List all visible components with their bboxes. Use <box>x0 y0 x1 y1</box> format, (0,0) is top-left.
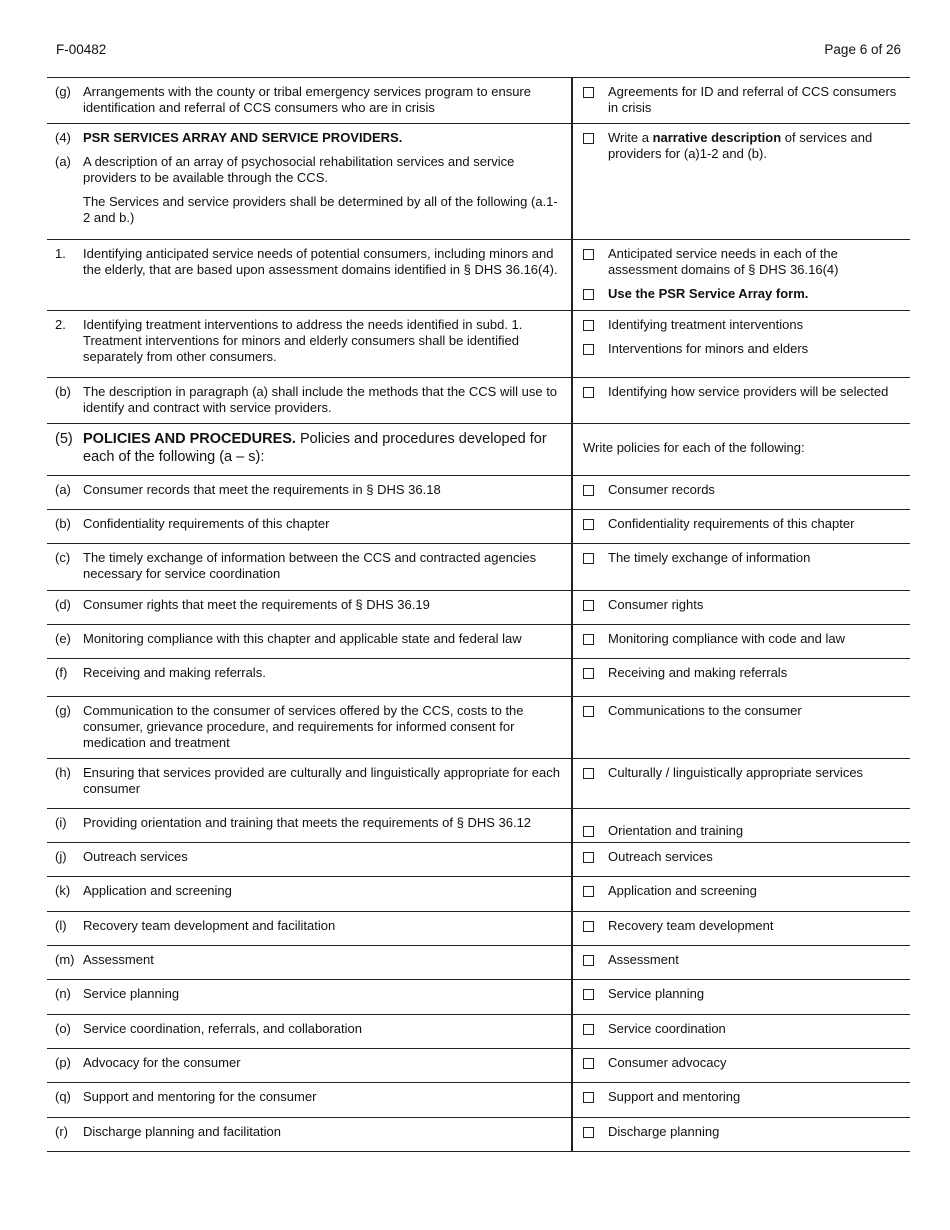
item-label: (4) <box>55 130 71 145</box>
item-text <box>83 516 561 532</box>
item-text <box>83 815 561 831</box>
checklist-item <box>583 246 902 278</box>
checklist-item <box>583 631 902 647</box>
item-text-content: Support and mentoring for the consumer <box>83 1089 317 1104</box>
checklist-cell <box>573 1118 910 1151</box>
checklist-emphasis: narrative description <box>652 130 782 145</box>
requirement-cell <box>47 378 573 423</box>
requirement-item <box>55 194 561 226</box>
requirement-item <box>55 430 561 466</box>
item-label: (b) <box>55 516 71 531</box>
item-label: (a) <box>55 154 71 169</box>
item-text <box>83 384 561 416</box>
requirement-item <box>55 815 561 831</box>
item-label: (q) <box>55 1089 71 1104</box>
item-label: (d) <box>55 597 71 612</box>
item-text <box>83 1124 561 1140</box>
requirement-cell <box>47 980 573 1014</box>
checklist-item <box>583 130 902 162</box>
table-row <box>47 378 910 424</box>
checkbox[interactable] <box>583 634 594 645</box>
checklist-item <box>583 317 902 333</box>
checkbox[interactable] <box>583 955 594 966</box>
item-text-content: Arrangements with the county or tribal emergency services program to ensure identification and referral of CCS consumers who are in crisis <box>83 84 531 115</box>
item-label: (h) <box>55 765 71 780</box>
checklist-item <box>583 84 902 116</box>
checklist-text: Orientation and training <box>608 823 744 838</box>
checklist-label <box>608 482 902 498</box>
requirement-cell <box>47 78 573 123</box>
checklist-cell <box>573 311 910 377</box>
requirement-cell <box>47 1015 573 1048</box>
table-row <box>47 946 910 980</box>
item-text <box>83 1021 561 1037</box>
checklist-text: Recovery team development <box>608 918 774 933</box>
checklist-item <box>583 384 902 400</box>
item-text <box>83 550 561 582</box>
item-text <box>83 703 561 751</box>
checklist-text: Discharge planning <box>608 1124 720 1139</box>
checklist-text: Write a <box>608 130 653 145</box>
checklist-item <box>583 918 902 934</box>
item-text <box>83 918 561 934</box>
checklist-cell <box>573 510 910 543</box>
checklist-label <box>608 286 902 302</box>
item-text-content: The description in paragraph (a) shall include the methods that the CCS will use to identify and contract with service providers. <box>83 384 558 415</box>
checklist-label <box>608 765 902 781</box>
item-heading: POLICIES AND PROCEDURES. <box>83 431 296 447</box>
checklist-text: The timely exchange of information <box>608 550 811 565</box>
checklist-label <box>608 1055 902 1071</box>
checklist-cell <box>573 697 910 758</box>
table-row <box>47 591 910 625</box>
checklist-label <box>608 703 902 719</box>
checklist-label <box>608 130 902 162</box>
checkbox[interactable] <box>583 289 594 300</box>
item-text-content: A description of an array of psychosocial rehabilitation services and service providers to be available through the CCS. <box>83 154 515 185</box>
item-text-content: Advocacy for the consumer <box>83 1055 241 1070</box>
checklist-item <box>583 823 902 839</box>
checklist-cell <box>573 124 910 239</box>
table-row <box>47 240 910 311</box>
checklist-text: Service coordination <box>608 1021 726 1036</box>
checklist-text: Consumer rights <box>608 597 704 612</box>
requirement-item <box>55 1089 561 1105</box>
item-text-content: Assessment <box>83 952 154 967</box>
item-text <box>83 154 561 186</box>
checklist-cell <box>573 759 910 808</box>
item-label: (k) <box>55 883 71 898</box>
item-text-content: Providing orientation and training that meets the requirements of § DHS 36.12 <box>83 815 532 830</box>
checklist-text: Communications to the consumer <box>608 703 802 718</box>
requirement-cell <box>47 124 573 239</box>
requirements-table <box>47 77 910 1152</box>
item-text-content: Application and screening <box>83 883 232 898</box>
checklist-cell <box>573 625 910 658</box>
checkbox[interactable] <box>583 921 594 932</box>
item-text-content: Service planning <box>83 986 180 1001</box>
checklist-item <box>583 1021 902 1037</box>
checkbox[interactable] <box>583 706 594 717</box>
requirement-cell <box>47 311 573 377</box>
table-row <box>47 1049 910 1083</box>
item-label: (f) <box>55 665 68 680</box>
item-text-content: Ensuring that services provided are culturally and linguistically appropriate for each consumer <box>83 765 560 796</box>
checklist-cell <box>573 424 910 475</box>
item-text <box>83 1089 561 1105</box>
checklist-label <box>608 246 902 278</box>
item-label: (j) <box>55 849 67 864</box>
requirement-item <box>55 550 561 582</box>
requirement-cell <box>47 510 573 543</box>
item-label: (g) <box>55 84 71 99</box>
requirement-cell <box>47 591 573 624</box>
requirement-cell <box>47 240 573 310</box>
checklist-cell <box>573 877 910 911</box>
item-text-content: Recovery team development and facilitation <box>83 918 336 933</box>
checklist-label <box>608 516 902 532</box>
item-text <box>83 849 561 865</box>
checklist-text: of services and providers for (a)1-2 and (b). <box>608 130 873 161</box>
table-row <box>47 544 910 591</box>
item-label: (n) <box>55 986 71 1001</box>
requirement-cell <box>47 625 573 658</box>
requirement-item <box>55 1021 561 1037</box>
requirement-cell <box>47 912 573 945</box>
checkbox[interactable] <box>583 852 594 863</box>
table-row <box>47 510 910 544</box>
item-label: (p) <box>55 1055 71 1070</box>
requirement-item <box>55 516 561 532</box>
item-label: (r) <box>55 1124 68 1139</box>
checklist-label <box>608 341 902 357</box>
table-row <box>47 697 910 759</box>
item-text <box>83 597 561 613</box>
item-text-content: Communication to the consumer of services offered by the CCS, costs to the consumer, grievance procedure, and requirements for informed consent for medication and treatment <box>83 703 524 750</box>
checklist-item <box>583 665 902 681</box>
checklist-cell <box>573 980 910 1014</box>
checklist-label <box>608 883 902 899</box>
checklist-text: Confidentiality requirements of this chapter <box>608 516 855 531</box>
requirement-item <box>55 1124 561 1140</box>
item-text <box>83 1055 561 1071</box>
checklist-cell <box>573 843 910 876</box>
checkbox[interactable] <box>583 519 594 530</box>
item-text-content: Monitoring compliance with this chapter and applicable state and federal law <box>83 631 522 646</box>
checkbox[interactable] <box>583 387 594 398</box>
requirement-item <box>55 631 561 647</box>
checklist-label <box>608 665 902 681</box>
item-text-content: Confidentiality requirements of this chapter <box>83 516 330 531</box>
checklist-cell <box>573 809 910 842</box>
checklist-item <box>583 1055 902 1071</box>
requirement-item <box>55 154 561 186</box>
item-text-content: The timely exchange of information between the CCS and contracted agencies necessary for service coordination <box>83 550 537 581</box>
checklist-item <box>583 286 902 302</box>
item-text-content: PSR SERVICES ARRAY AND SERVICE PROVIDERS. <box>83 130 403 145</box>
checklist-text: Agreements for ID and referral of CCS consumers in crisis <box>608 84 897 115</box>
requirement-cell <box>47 1049 573 1082</box>
item-text <box>83 194 561 226</box>
checkbox[interactable] <box>583 133 594 144</box>
item-label: (a) <box>55 482 71 497</box>
checkbox[interactable] <box>583 600 594 611</box>
item-text-content: Identifying anticipated service needs of potential consumers, including minors and the elderly, that are based upon assessment domains identified in § DHS 36.16(4). <box>83 246 558 277</box>
item-text <box>83 952 561 968</box>
item-label: (e) <box>55 631 71 646</box>
item-text-content: Receiving and making referrals. <box>83 665 266 680</box>
checklist-text: Consumer advocacy <box>608 1055 727 1070</box>
table-row <box>47 124 910 240</box>
requirement-cell <box>47 877 573 911</box>
item-label <box>55 194 83 226</box>
checklist-cell <box>573 1049 910 1082</box>
requirement-cell <box>47 1118 573 1151</box>
requirement-item <box>55 482 561 498</box>
item-text <box>83 986 561 1002</box>
checklist-label <box>608 384 902 400</box>
item-text-content: Policies and procedures developed for each of the following (a – s): <box>83 431 547 465</box>
checkbox[interactable] <box>583 826 594 837</box>
checklist-text: Outreach services <box>608 849 713 864</box>
requirement-cell <box>47 544 573 590</box>
requirement-item <box>55 765 561 797</box>
checklist-text: Consumer records <box>608 482 715 497</box>
item-text <box>83 765 561 797</box>
checklist-cell <box>573 378 910 423</box>
checklist-item <box>583 1124 902 1140</box>
checkbox[interactable] <box>583 768 594 779</box>
checklist-label <box>608 1124 902 1140</box>
requirement-cell <box>47 1083 573 1117</box>
checklist-item <box>583 986 902 1002</box>
checkbox[interactable] <box>583 320 594 331</box>
checklist-item <box>583 430 902 456</box>
requirement-item <box>55 246 561 278</box>
requirement-item <box>55 986 561 1002</box>
checklist-label <box>583 440 902 456</box>
checklist-text: Support and mentoring <box>608 1089 741 1104</box>
requirement-cell <box>47 946 573 979</box>
requirement-cell <box>47 759 573 808</box>
checklist-item <box>583 1089 902 1105</box>
item-label: (c) <box>55 550 71 565</box>
checklist-cell <box>573 912 910 945</box>
item-text-content: Consumer rights that meet the requirements of § DHS 36.19 <box>83 597 430 612</box>
requirement-item <box>55 952 561 968</box>
checklist-cell <box>573 240 910 310</box>
table-row <box>47 809 910 843</box>
item-text <box>83 482 561 498</box>
checklist-text: Interventions for minors and elders <box>608 341 809 356</box>
checklist-text: Service planning <box>608 986 705 1001</box>
item-text <box>83 317 561 365</box>
checkbox[interactable] <box>583 87 594 98</box>
requirement-cell <box>47 659 573 696</box>
requirement-item <box>55 84 561 116</box>
checklist-item <box>583 482 902 498</box>
requirement-cell <box>47 424 573 475</box>
item-text-content: Identifying treatment interventions to address the needs identified in subd. 1. Treatment interventions for minors and elderly consumers shall be identified separately from other consumers. <box>83 317 523 364</box>
checkbox[interactable] <box>583 485 594 496</box>
checklist-cell <box>573 476 910 509</box>
checklist-item <box>583 703 902 719</box>
checkbox[interactable] <box>583 668 594 679</box>
requirement-item <box>55 130 561 146</box>
checklist-item <box>583 341 902 357</box>
table-row <box>47 912 910 946</box>
checklist-cell <box>573 591 910 624</box>
requirement-cell <box>47 476 573 509</box>
item-text <box>83 84 561 116</box>
checklist-label <box>608 550 902 566</box>
checklist-text: Write policies for each of the following: <box>583 440 805 455</box>
table-row <box>47 1118 910 1152</box>
table-row <box>47 625 910 659</box>
item-text <box>83 665 561 681</box>
checklist-item <box>583 952 902 968</box>
checkbox[interactable] <box>583 886 594 897</box>
item-text-content: Discharge planning and facilitation <box>83 1124 282 1139</box>
table-row <box>47 1015 910 1049</box>
checklist-cell <box>573 544 910 590</box>
item-label: (l) <box>55 918 67 933</box>
checklist-text: Culturally / linguistically appropriate services <box>608 765 864 780</box>
requirement-item <box>55 317 561 365</box>
requirement-item <box>55 665 561 681</box>
requirement-cell <box>47 697 573 758</box>
checklist-text: Identifying treatment interventions <box>608 317 804 332</box>
checkbox[interactable] <box>583 989 594 1000</box>
checklist-text: Monitoring compliance with code and law <box>608 631 846 646</box>
item-text-content: Service coordination, referrals, and collaboration <box>83 1021 362 1036</box>
checklist-label <box>608 1021 902 1037</box>
checklist-label <box>608 823 902 839</box>
item-text-content: Outreach services <box>83 849 188 864</box>
requirement-item <box>55 597 561 613</box>
table-row <box>47 843 910 877</box>
table-row <box>47 77 910 124</box>
item-label: (g) <box>55 703 71 718</box>
requirement-cell <box>47 809 573 842</box>
requirement-item <box>55 1055 561 1071</box>
checklist-item <box>583 597 902 613</box>
page-indicator: Page 6 of 26 <box>824 42 901 57</box>
checklist-label <box>608 918 902 934</box>
checklist-label <box>608 1089 902 1105</box>
checklist-cell <box>573 1015 910 1048</box>
checklist-label <box>608 952 902 968</box>
item-text <box>83 430 561 466</box>
checklist-item <box>583 516 902 532</box>
item-label: 2. <box>55 317 66 332</box>
checklist-item <box>583 849 902 865</box>
checklist-label <box>608 849 902 865</box>
requirement-item <box>55 703 561 751</box>
item-label: (b) <box>55 384 71 399</box>
table-row <box>47 311 910 378</box>
checklist-label <box>608 84 902 116</box>
checklist-cell <box>573 78 910 123</box>
checklist-text: Identifying how service providers will be selected <box>608 384 889 399</box>
item-text-content: Consumer records that meet the requirements in § DHS 36.18 <box>83 482 441 497</box>
checklist-cell <box>573 946 910 979</box>
item-text <box>83 631 561 647</box>
checklist-item <box>583 883 902 899</box>
checkbox[interactable] <box>583 553 594 564</box>
requirement-item <box>55 918 561 934</box>
item-label: 1. <box>55 246 66 261</box>
requirement-item <box>55 849 561 865</box>
item-text <box>83 130 561 146</box>
checklist-label <box>608 597 902 613</box>
item-text <box>83 883 561 899</box>
checkbox[interactable] <box>583 1024 594 1035</box>
checklist-label <box>608 631 902 647</box>
item-text <box>83 246 561 278</box>
item-label: (5) <box>55 431 73 447</box>
checklist-text: Use the PSR Service Array form. <box>608 286 809 301</box>
checklist-label <box>608 317 902 333</box>
table-row <box>47 659 910 697</box>
table-row <box>47 424 910 476</box>
checkbox[interactable] <box>583 1127 594 1138</box>
checklist-text: Anticipated service needs in each of the assessment domains of § DHS 36.16(4) <box>608 246 839 277</box>
checkbox[interactable] <box>583 344 594 355</box>
checklist-label <box>608 986 902 1002</box>
checklist-text: Application and screening <box>608 883 757 898</box>
checkbox[interactable] <box>583 1092 594 1103</box>
checkbox[interactable] <box>583 249 594 260</box>
checkbox[interactable] <box>583 1058 594 1069</box>
item-text-content: The Services and service providers shall be determined by all of the following (a.1-2 and b.) <box>83 194 558 225</box>
item-label: (i) <box>55 815 67 830</box>
checklist-text: Receiving and making referrals <box>608 665 788 680</box>
checklist-text: Assessment <box>608 952 679 967</box>
item-label: (m) <box>55 952 75 967</box>
item-label: (o) <box>55 1021 71 1036</box>
checklist-cell <box>573 1083 910 1117</box>
checklist-cell <box>573 659 910 696</box>
requirement-item <box>55 384 561 416</box>
table-row <box>47 877 910 912</box>
form-number: F-00482 <box>56 42 107 57</box>
table-row <box>47 759 910 809</box>
checklist-item <box>583 550 902 566</box>
table-row <box>47 476 910 510</box>
requirement-cell <box>47 843 573 876</box>
table-row <box>47 980 910 1015</box>
table-row <box>47 1083 910 1118</box>
checklist-item <box>583 765 902 781</box>
requirement-item <box>55 883 561 899</box>
